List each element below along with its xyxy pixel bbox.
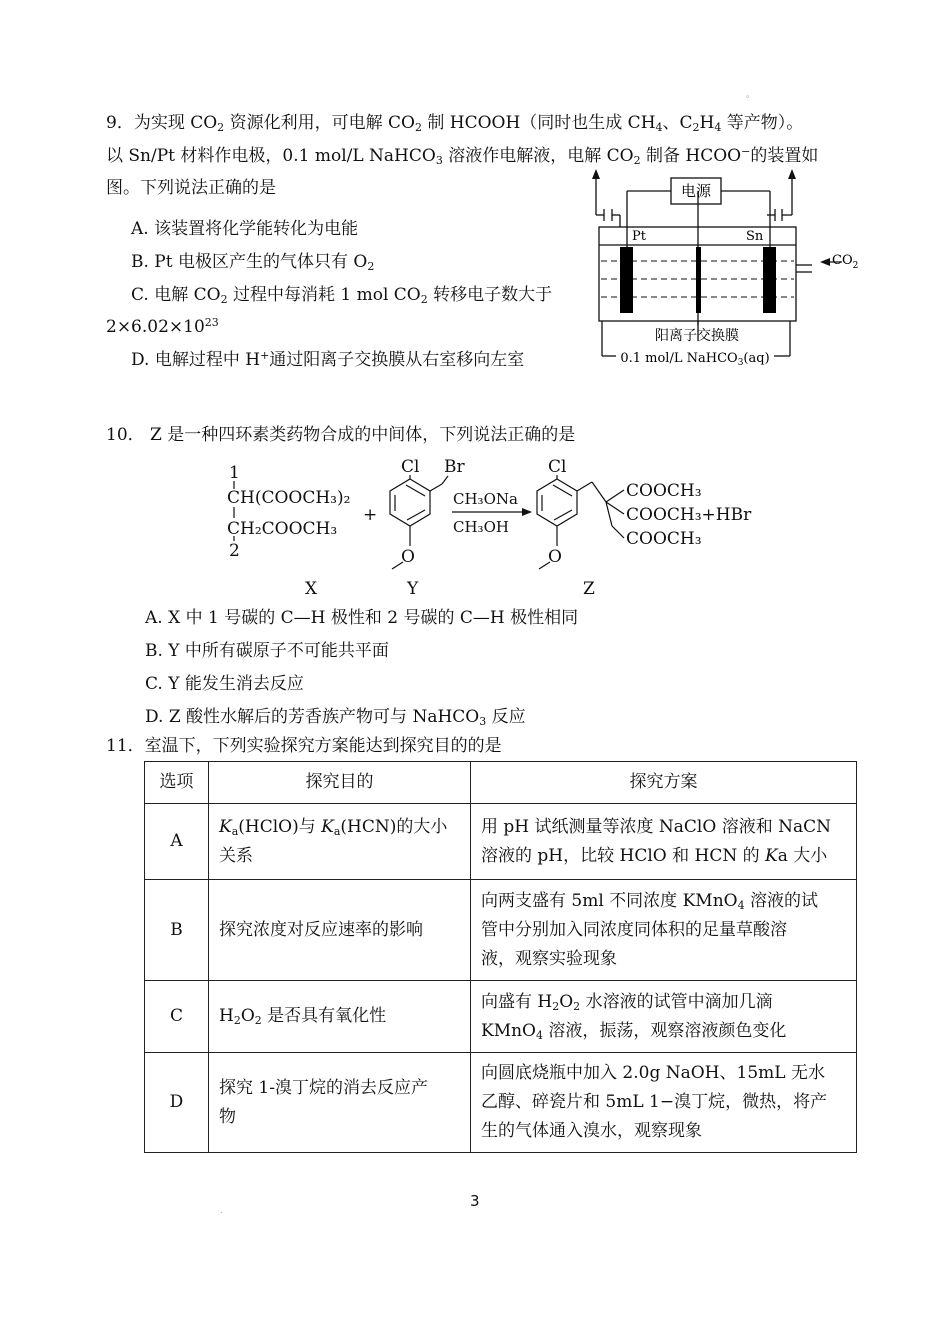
- table-row: [145, 804, 857, 880]
- y-o: O: [401, 547, 415, 567]
- y-br: Br: [444, 457, 465, 477]
- q9-option-a: A. 该装置将化学能转化为电能: [131, 219, 359, 239]
- row-goal: 探究浓度对反应速率的影响: [209, 880, 471, 981]
- plus-sign: +: [363, 505, 378, 525]
- q10-option-b: B. Y 中所有碳原子不可能共平面: [145, 641, 389, 661]
- row-plan: 向两支盛有 5ml 不同浓度 KMnO$_4$ 溶液的试 管中分别加入同浓度同体积的足量草酸溶 液，观察实验现象: [471, 880, 857, 981]
- q10-option-a: A. X 中 1 号碳的 C—H 极性和 2 号碳的 C—H 极性相同: [145, 608, 579, 628]
- table-row: [145, 880, 857, 981]
- cation-exchange-membrane: [696, 247, 701, 313]
- membrane-label: 阳离子交换膜: [655, 328, 739, 344]
- row-option: D: [145, 1053, 209, 1153]
- row-option: B: [145, 880, 209, 981]
- label-x: X: [305, 579, 318, 599]
- electrolyte-label: 0.1 mol/L NaHCO$_3$(aq): [620, 351, 770, 368]
- x-line2: CH₂COOCH₃: [227, 519, 338, 539]
- q10-stem: 10． Z 是一种四环素类药物合成的中间体，下列说法正确的是: [106, 425, 576, 445]
- y-cl: Cl: [401, 457, 420, 477]
- row-option: C: [145, 981, 209, 1053]
- row-goal: $H_2O_2$ 是否具有氧化性: [209, 981, 471, 1053]
- page-number: 3: [470, 1192, 480, 1210]
- x-carbon-1: 1: [229, 463, 240, 483]
- q10-option-c: C. Y 能发生消去反应: [145, 674, 304, 694]
- electrolysis-figure: [580, 165, 870, 375]
- reagent-bottom: CH₃OH: [453, 518, 509, 536]
- label-z: Z: [583, 579, 595, 599]
- row-option: A: [145, 804, 209, 880]
- header-plan: 探究方案: [471, 762, 857, 804]
- q10-option-d: D. Z 酸性水解后的芳香族产物可与 NaHCO$_3$ 反应: [145, 707, 526, 728]
- sn-label: Sn: [746, 229, 764, 244]
- z-ester-3: COOCH₃: [626, 529, 702, 549]
- table-header-row: [145, 762, 857, 804]
- experiment-table: [144, 761, 857, 1153]
- header-option: 选项: [145, 762, 209, 804]
- q9-option-c: C. 电解 $CO_2$ 过程中每消耗 1 mol $CO_2$ 转移电子数大于: [131, 285, 553, 306]
- pt-label: Pt: [632, 229, 646, 244]
- z-ester-1: COOCH₃: [626, 481, 702, 501]
- row-goal: 探究 1-溴丁烷的消去反应产 物: [209, 1053, 471, 1153]
- z-cl: Cl: [548, 457, 567, 477]
- q11-stem: 11．室温下，下列实验探究方案能达到探究目的的是: [106, 736, 502, 756]
- x-line1: CH(COOCH₃)₂: [227, 488, 351, 508]
- x-carbon-2: 2: [229, 541, 240, 561]
- row-plan: 向圆底烧瓶中加入 2.0g NaOH、15mL 无水 乙醇、碎瓷片和 5mL 1−溴丁烷，微热，将产 生的气体通入溴水，观察现象: [471, 1053, 857, 1153]
- label-y: Y: [407, 579, 419, 599]
- sn-electrode: [763, 247, 776, 313]
- power-label: 电源: [680, 182, 712, 200]
- q9-stem-line3: 图。下列说法正确的是: [106, 178, 276, 198]
- reagent-top: CH₃ONa: [453, 490, 518, 508]
- co2-label: $CO_2$: [832, 253, 859, 271]
- table-row: [145, 1053, 857, 1153]
- pt-electrode: [620, 247, 633, 313]
- q9-option-c-cont: $2\times 6.02\times 10^{23}$: [106, 316, 219, 337]
- header-mark: 。: [746, 90, 756, 100]
- q9-option-b: B. Pt 电极区产生的气体只有 $O_2$: [131, 252, 375, 273]
- header-goal: 探究目的: [209, 762, 471, 804]
- row-plan: 用 pH 试纸测量等浓度 NaClO 溶液和 NaCN 溶液的 pH，比较 HClO 和 HCN 的 Ka 大小: [471, 804, 857, 880]
- row-goal: $K_a(HClO)$与 $K_a(HCN)$的大小 关系: [209, 804, 471, 880]
- table-row: [145, 981, 857, 1053]
- q9-option-d: D. 电解过程中 H+通过阳离子交换膜从右室移向左室: [131, 349, 525, 370]
- row-plan: 向盛有 $H_2O_2$ 水溶液的试管中滴加几滴 KMnO$_4$ 溶液，振荡，观察溶液颜色变化: [471, 981, 857, 1053]
- z-o: O: [548, 547, 562, 567]
- footer-dot: .: [220, 1206, 223, 1215]
- reaction-scheme: [220, 454, 800, 604]
- q9-stem-line2: 以 Sn/Pt 材料作电极，0.1 mol/L NaHCO$_3$ 溶液作电解液，电解 $CO_2$ 制备 HCOO−的装置如: [106, 145, 819, 167]
- q9-stem-line1: 9．为实现 $CO_2$ 资源化利用，可电解 $CO_2$ 制 HCOOH（同时也生成 $CH_4$、$C_2H_4$ 等产物）。: [106, 113, 804, 134]
- z-ester-2: COOCH₃+HBr: [626, 505, 752, 525]
